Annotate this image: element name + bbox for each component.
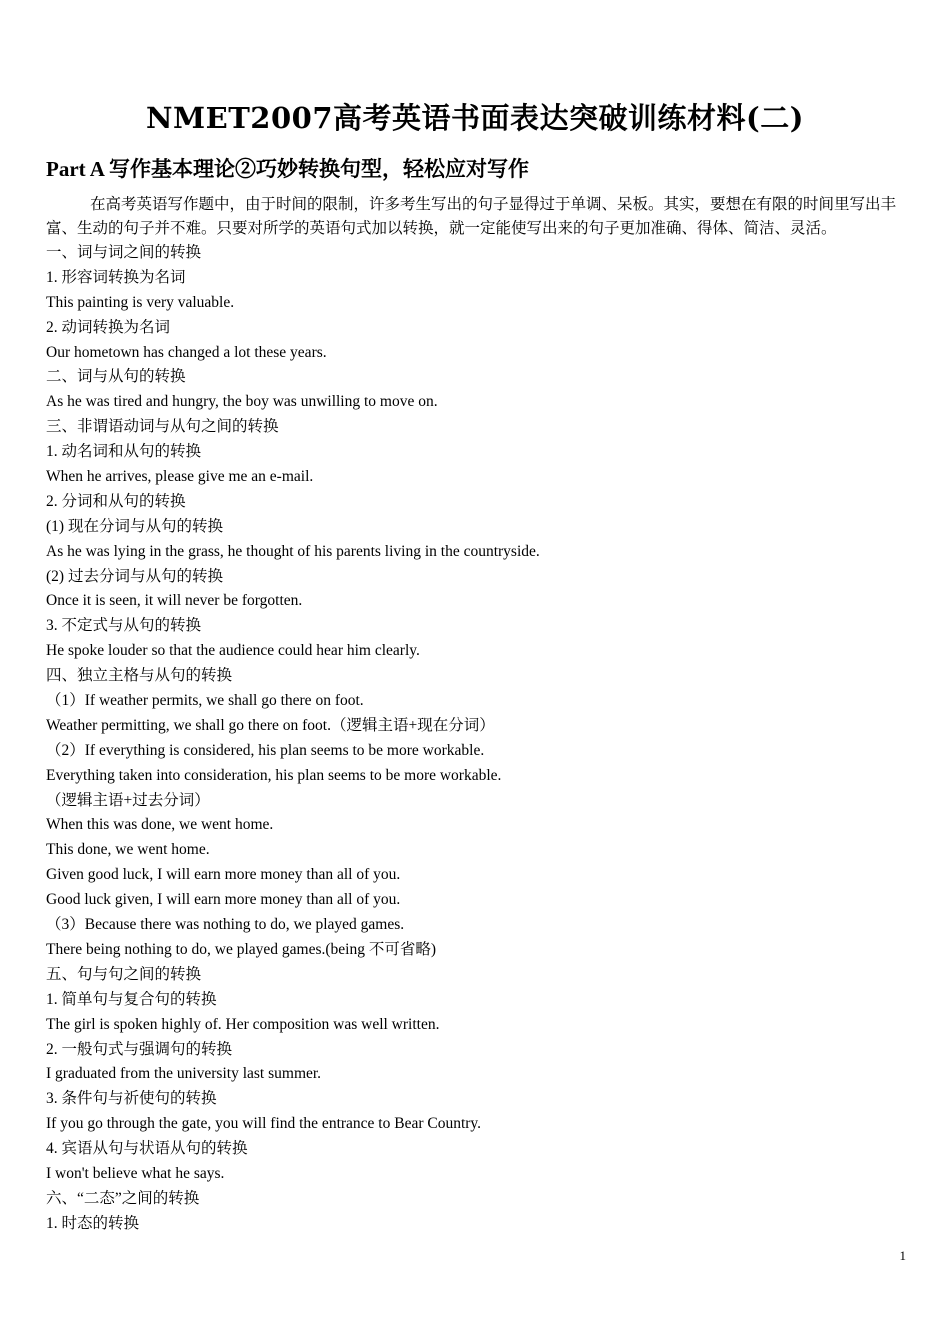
text-line: 1. 动名词和从句的转换 xyxy=(46,443,202,461)
text-line: Good luck given, I will earn more money than all of you. xyxy=(46,891,401,909)
text-line: 三、非谓语动词与从句之间的转换 xyxy=(46,418,279,436)
text-line: When he arrives, please give me an e-mail. xyxy=(46,468,314,486)
text-line: 2. 一般句式与强调句的转换 xyxy=(46,1040,233,1058)
text-line: The girl is spoken highly of. Her composition was well written. xyxy=(46,1015,440,1033)
text-line: This done, we went home. xyxy=(46,841,210,859)
text-line: （3）Because there was nothing to do, we played games. xyxy=(46,916,405,934)
document-body xyxy=(46,193,908,1237)
text-line: Weather permitting, we shall go there on foot.（逻辑主语+现在分词） xyxy=(46,716,495,734)
text-line: （2）If everything is considered, his plan seems to be more workable. xyxy=(46,741,485,759)
text-line: 1. 形容词转换为名词 xyxy=(46,268,186,286)
text-line: 六、“二态”之间的转换 xyxy=(46,1189,200,1207)
text-line: 4. 宾语从句与状语从句的转换 xyxy=(46,1140,248,1158)
text-line: (1) 现在分词与从句的转换 xyxy=(46,517,223,535)
text-line: As he was lying in the grass, he thought of his parents living in the countryside. xyxy=(46,542,540,560)
text-line: 3. 条件句与祈使句的转换 xyxy=(46,1090,217,1108)
text-line: Given good luck, I will earn more money than all of you. xyxy=(46,866,401,884)
text-line: This painting is very valuable. xyxy=(46,293,235,311)
intro-paragraph: 在高考英语写作题中，由于时间的限制，许多考生写出的句子显得过于单调、呆板。其实，要想在有限的时间里写出丰富、生动的句子并不难。只要对所学的英语句式加以转换，就一定能使写出来的句子更加准确、得体、简洁、灵活。 xyxy=(46,196,897,237)
text-line: He spoke louder so that the audience could hear him clearly. xyxy=(46,642,420,660)
text-line: （逻辑主语+过去分词） xyxy=(46,791,210,809)
text-line: If you go through the gate, you will find the entrance to Bear Country. xyxy=(46,1115,482,1133)
text-line: （1）If weather permits, we shall go there on foot. xyxy=(46,692,364,710)
text-line: As he was tired and hungry, the boy was unwilling to move on. xyxy=(46,393,438,411)
text-line: 一、词与词之间的转换 xyxy=(46,244,202,261)
text-line: 2. 分词和从句的转换 xyxy=(46,492,186,510)
text-line: Our hometown has changed a lot these years. xyxy=(46,343,327,361)
text-line: Everything taken into consideration, his plan seems to be more workable. xyxy=(46,766,502,784)
text-line: 五、句与句之间的转换 xyxy=(46,965,202,983)
text-line: I graduated from the university last summer. xyxy=(46,1065,322,1083)
text-line: 四、独立主格与从句的转换 xyxy=(46,667,233,685)
text-line: There being nothing to do, we played games.(being 不可省略) xyxy=(46,940,436,958)
page-number: 1 xyxy=(899,1248,906,1263)
text-line: When this was done, we went home. xyxy=(46,816,274,834)
text-line: 二、词与从句的转换 xyxy=(46,368,186,386)
text-line: 2. 动词转换为名词 xyxy=(46,318,171,336)
text-line: 1. 简单句与复合句的转换 xyxy=(46,990,217,1008)
part-heading: Part A 写作基本理论②巧妙转换句型，轻松应对写作 xyxy=(46,157,529,181)
text-line: Once it is seen, it will never be forgotten. xyxy=(46,592,303,610)
document-title: NMET2007高考英语书面表达突破训练材料(二) xyxy=(146,101,804,135)
content-lines xyxy=(46,241,908,1237)
text-line: I won't believe what he says. xyxy=(46,1164,225,1182)
text-line: 1. 时态的转换 xyxy=(46,1214,140,1232)
text-line: 3. 不定式与从句的转换 xyxy=(46,617,202,635)
text-line: (2) 过去分词与从句的转换 xyxy=(46,567,223,585)
